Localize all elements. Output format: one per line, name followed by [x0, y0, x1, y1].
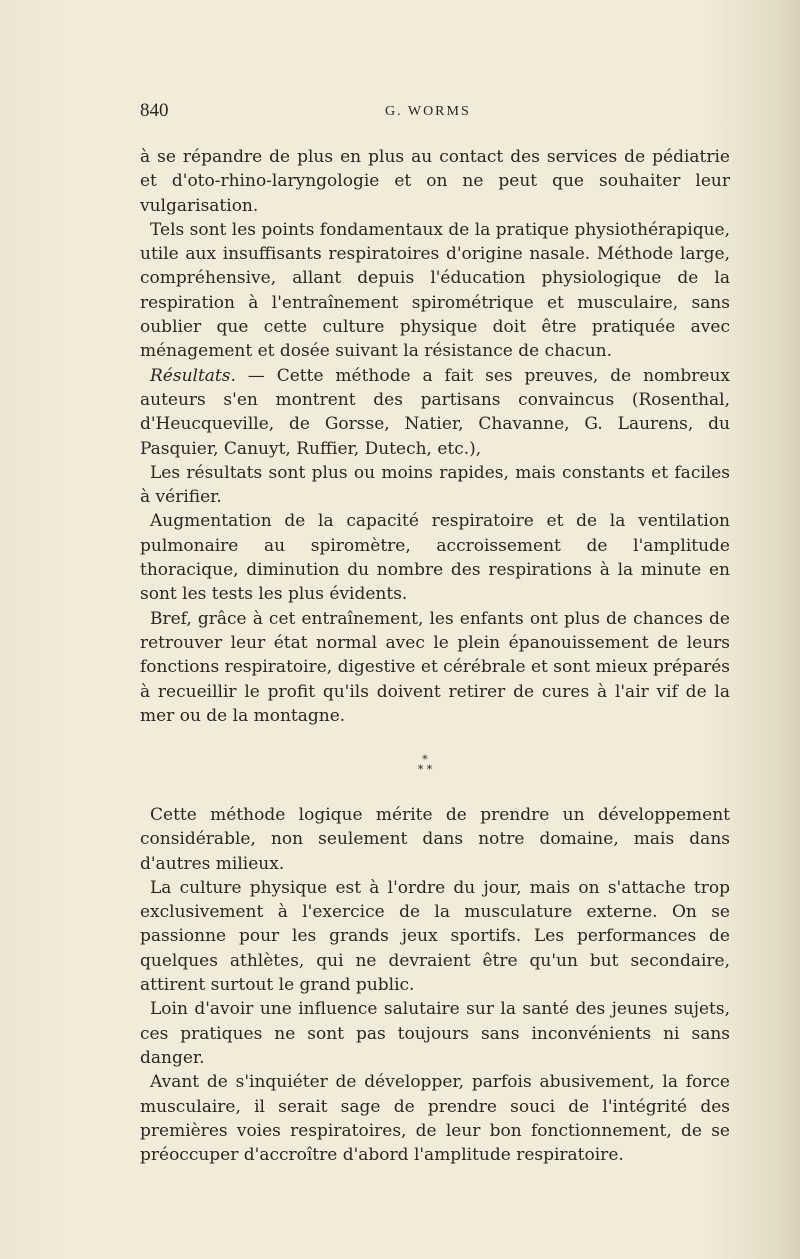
asterism-bottom: * *: [417, 763, 433, 776]
paragraph: Bref, grâce à cet entraînement, les enfants ont plus de chances de retrouver leur état normal avec le plein épanouissement de leurs fonctions respiratoire, digestive et cérébrale et sont mieux préparés à recueillir le profit qu'ils doivent retirer de cures à l'air vif de la mer ou de la montagne.: [140, 608, 730, 726]
running-head: [140, 100, 730, 128]
paragraph: Résultats. — Cette méthode a fait ses preuves, de nombreux auteurs s'en montrent des partisans convaincus (Rosenthal, d'Heucqueville, de Gorsse, Natier, Chavanne, G. Laurens, du Pasquier, Canuyt, Ruffier, Dutech, etc.),: [140, 365, 730, 459]
paragraph: La culture physique est à l'ordre du jour, mais on s'attache trop exclusivement à l'exercice de la musculature externe. On se passionne pour les grands jeux sportifs. Les performances de quelques athlètes, qui ne devraient être qu'un but secondaire, attirent surtout le grand public.: [140, 877, 730, 996]
paragraph: Loin d'avoir une influence salutaire sur la santé des jeunes sujets, ces pratiques ne sont pas toujours sans inconvénients ni sans danger.: [140, 999, 730, 1068]
paragraph: Augmentation de la capacité respiratoire et de la ventilation pulmonaire au spiromètre, accroissement de l'amplitude thoracique, diminution du nombre des respirations à la minute en sont les tests les plus évidents.: [140, 511, 730, 605]
asterism-top: *: [422, 753, 428, 766]
paragraph: Les résultats sont plus ou moins rapides, mais constants et faciles à vérifier.: [140, 462, 730, 508]
section-1: [140, 145, 730, 728]
paragraph: Avant de s'inquiéter de développer, parfois abusivement, la force musculaire, il serait sage de prendre souci de l'intégrité des premières voies respiratoires, de leur bon fonctionnement, de se préoccuper d'accroître d'abord l'amplitude respiratoire.: [140, 1072, 730, 1166]
paragraph: à se répandre de plus en plus au contact des services de pédiatrie et d'oto-rhino-laryngologie et on ne peut que souhaiter leur vulgarisation.: [140, 147, 730, 216]
running-head-author: G. WORMS: [385, 104, 471, 119]
section-2: [140, 803, 730, 1167]
run-in-heading: Résultats.: [150, 365, 236, 386]
paragraph: Cette méthode logique mérite de prendre un développement considérable, non seulement dans notre domaine, mais dans d'autres milieux.: [140, 805, 730, 874]
paragraph: Tels sont les points fondamentaux de la pratique physiothérapique, utile aux insuffisants respiratoires d'origine nasale. Méthode large, compréhensive, allant depuis l'éducation physiologique de la respiration à l'entraînement spirométrique et musculaire, sans oublier que cette culture physique doit être pratiquée avec ménagement et dosée suivant la résistance de chacun.: [140, 219, 730, 362]
asterism-separator: [25, 755, 800, 775]
page-number: 840: [140, 100, 169, 121]
